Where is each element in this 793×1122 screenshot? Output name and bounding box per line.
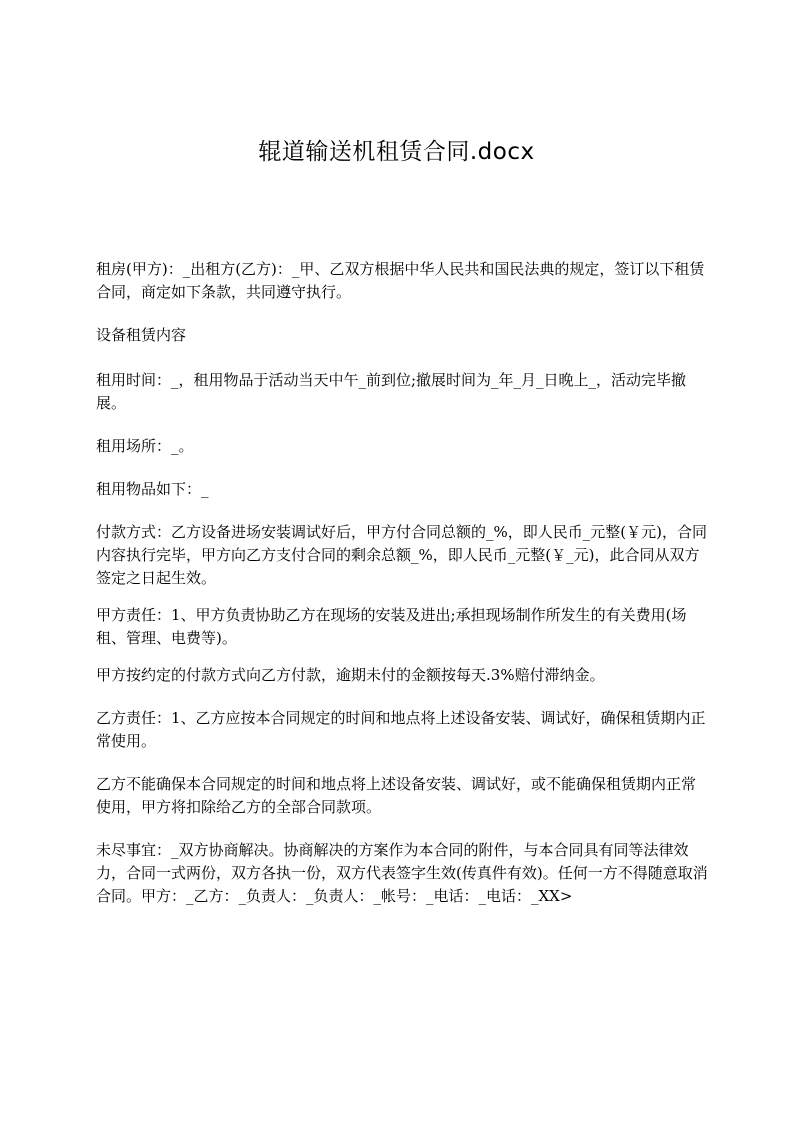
paragraph-party-a-late-fee: 甲方按约定的付款方式向乙方付款，逾期未付的金额按每天.3%赔付滞纳金。 (96, 666, 605, 684)
paragraph-payment: 付款方式：乙方设备进场安装调试好后，甲方付合同总额的_%，即人民币_元整(￥元)，合同内容执行完毕，甲方向乙方支付合同的剩余总额_%，即人民币_元整(￥_元)，此合同从双方签定之日起生效。 (96, 523, 707, 587)
paragraph-rental-venue: 租用场所：_。 (96, 437, 194, 455)
paragraph-misc-signatures: 未尽事宜：_双方协商解决。协商解决的方案作为本合同的附件，与本合同具有同等法律效力，合同一式两份，双方各执一份，双方代表签字生效(传真件有效)。任何一方不得随意取消合同。甲方：_乙方：_负责人：_负责人：_帐号：_电话：_电话：_XX> (96, 841, 708, 905)
paragraph-party-a-duty: 甲方责任：1、甲方负责协助乙方在现场的安装及进出;承担现场制作所发生的有关费用(场租、管理、电费等)。 (96, 606, 687, 647)
document-title: 辊道输送机租赁合同.docx (258, 139, 535, 165)
paragraph-rental-items: 租用物品如下：_ (96, 480, 209, 498)
paragraph-party-b-breach: 乙方不能确保本合同规定的时间和地点将上述设备安装、调试好，或不能确保租赁期内正常使用，甲方将扣除给乙方的全部合同款项。 (96, 775, 697, 816)
paragraph-parties: 租房(甲方)：_出租方(乙方)：_甲、乙双方根据中华人民共和国民法典的规定，签订以下租赁合同，商定如下条款，共同遵守执行。 (96, 260, 705, 301)
paragraph-section-heading: 设备租赁内容 (96, 326, 187, 344)
paragraph-rental-time: 租用时间：_，租用物品于活动当天中午_前到位;撤展时间为_年_月_日晚上_，活动完毕撤展。 (96, 371, 687, 412)
document-body (96, 258, 708, 908)
paragraph-party-b-duty: 乙方责任：1、乙方应按本合同规定的时间和地点将上述设备安装、调试好，确保租赁期内正常使用。 (96, 709, 706, 750)
